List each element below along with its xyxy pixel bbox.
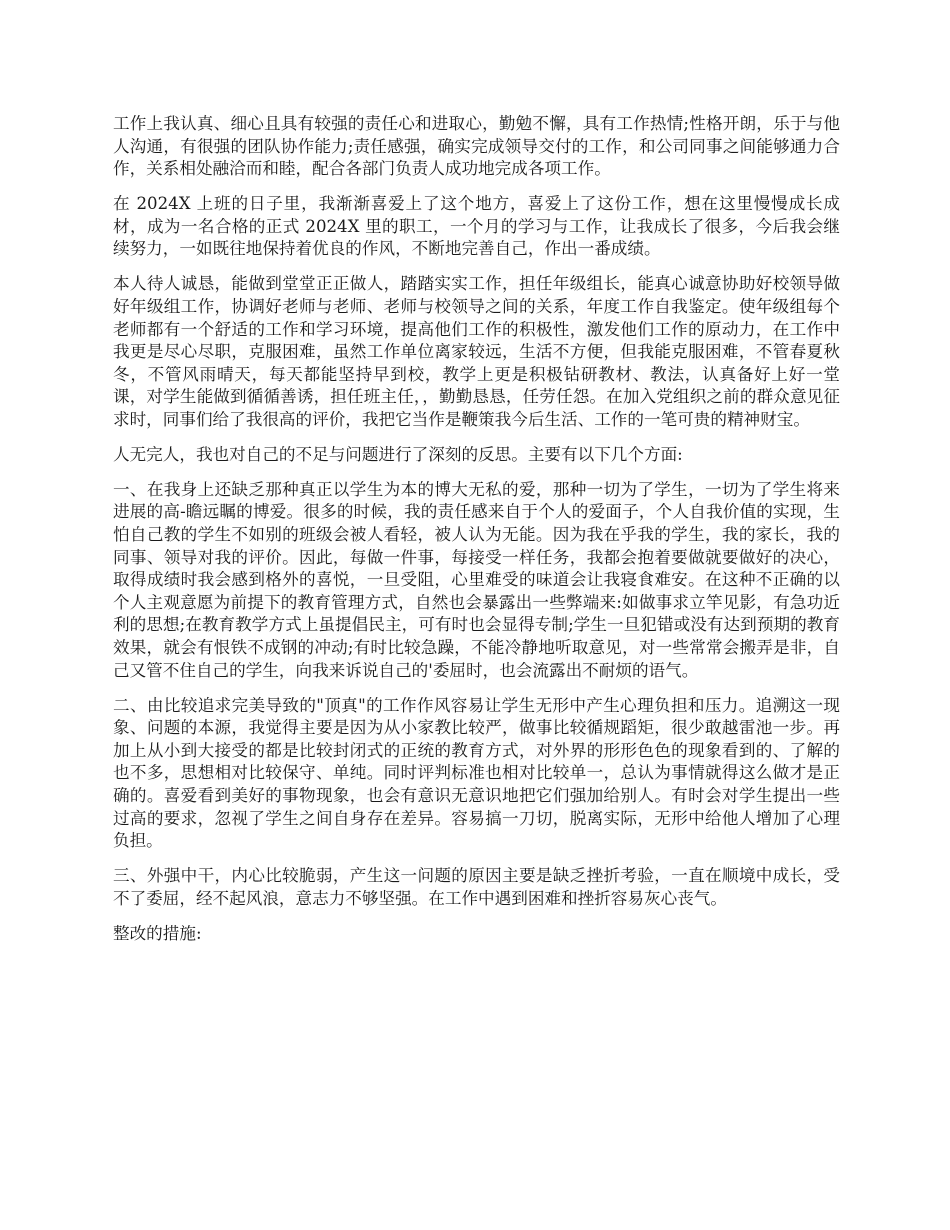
- paragraph-issue-three: 三、外强中干，内心比较脆弱，产生这一问题的原因主要是缺乏挫折考验，一直在顺境中成长，受不了委屈，经不起风浪，意志力不够坚强。在工作中遇到困难和挫折容易灰心丧气。: [113, 866, 840, 908]
- document-page: [113, 113, 840, 958]
- paragraph-self-evaluation: 本人待人诚恳，能做到堂堂正正做人，踏踏实实工作，担任年级组长，能真心诚意协助好校领导做好年级组工作，协调好老师与老师、老师与校领导之间的关系，年度工作自我鉴定。使年级组每个老师都有一个舒适的工作和学习环境，提高他们工作的积极性，激发他们工作的原动力，在工作中我更是尽心尽职，克服困难，虽然工作单位离家较远，生活不方便，但我能克服困难，不管春夏秋冬，不管风雨晴天，每天都能坚持早到校，教学上更是积极钻研教材、教法，认真备好上好一堂课，对学生能做到循循善诱，担任班主任，，勤勤恳恳，任劳任怨。在加入党组织之前的群众意见征求时，同事们给了我很高的评价，我把它当作是鞭策我今后生活、工作的一笔可贵的精神财宝。: [113, 274, 840, 429]
- paragraph-issue-two: 二、由比较追求完美导致的"顶真"的工作作风容易让学生无形中产生心理负担和压力。追溯这一现象、问题的本源，我觉得主要是因为从小家教比较严，做事比较循规蹈矩，很少敢越雷池一步。再加上从小到大接受的都是比较封闭式的正统的教育方式，对外界的形形色色的现象看到的、了解的也不多，思想相对比较保守、单纯。同时评判标准也相对比较单一，总认为事情就得这么做才是正确的。喜爱看到美好的事物现象，也会有意识无意识地把它们强加给别人。有时会对学生提出一些过高的要求，忽视了学生之间自身存在差异。容易搞一刀切，脱离实际，无形中给他人增加了心理负担。: [113, 695, 840, 851]
- paragraph-measures-heading: 整改的措施:: [113, 923, 202, 943]
- paragraph-reflection-intro: 人无完人，我也对自己的不足与问题进行了深刻的反思。主要有以下几个方面:: [113, 444, 683, 464]
- paragraph-growth: 在 2024X 上班的日子里，我渐渐喜爱上了这个地方，喜爱上了这份工作，想在这里慢慢成长成材，成为一名合格的正式 2024X 里的职工，一个月的学习与工作，让我成长了很多，今后我会继续努力，一如既往地保持着优良的作风，不断地完善自己，作出一番成绩。: [113, 194, 840, 259]
- paragraph-work-attitude: 工作上我认真、细心且具有较强的责任心和进取心，勤勉不懈，具有工作热情;性格开朗，乐于与他人沟通，有很强的团队协作能力;责任感强，确实完成领导交付的工作，和公司同事之间能够通力合作，关系相处融洽而和睦，配合各部门负责人成功地完成各项工作。: [113, 114, 840, 179]
- paragraph-issue-one: 一、在我身上还缺乏那种真正以学生为本的博大无私的爱，那种一切为了学生，一切为了学生将来进展的高-瞻远瞩的博爱。很多的时候，我的责任感来自于个人的爱面子，个人自我价值的实现，生怕自己教的学生不如别的班级会被人看轻，被人认为无能。因为我在乎我的学生，我的家长，我的同事、领导对我的评价。因此，每做一件事，每接受一样任务，我都会抱着要做就要做好的决心，取得成绩时我会感到格外的喜悦，一旦受阻，心里难受的味道会让我寝食难安。在这种不正确的以个人主观意愿为前提下的教育管理方式，自然也会暴露出一些弊端来:如做事求立竿见影，有急功近利的思想;在教育教学方式上虽提倡民主，可有时也会显得专制;学生一旦犯错或没有达到预期的教育效果，就会有恨铁不成钢的冲动;有时比较急躁，不能冷静地听取意见，对一些常常会搬弄是非，自己又管不住自己的学生，向我来诉说自己的'委屈时，也会流露出不耐烦的语气。: [113, 479, 840, 680]
